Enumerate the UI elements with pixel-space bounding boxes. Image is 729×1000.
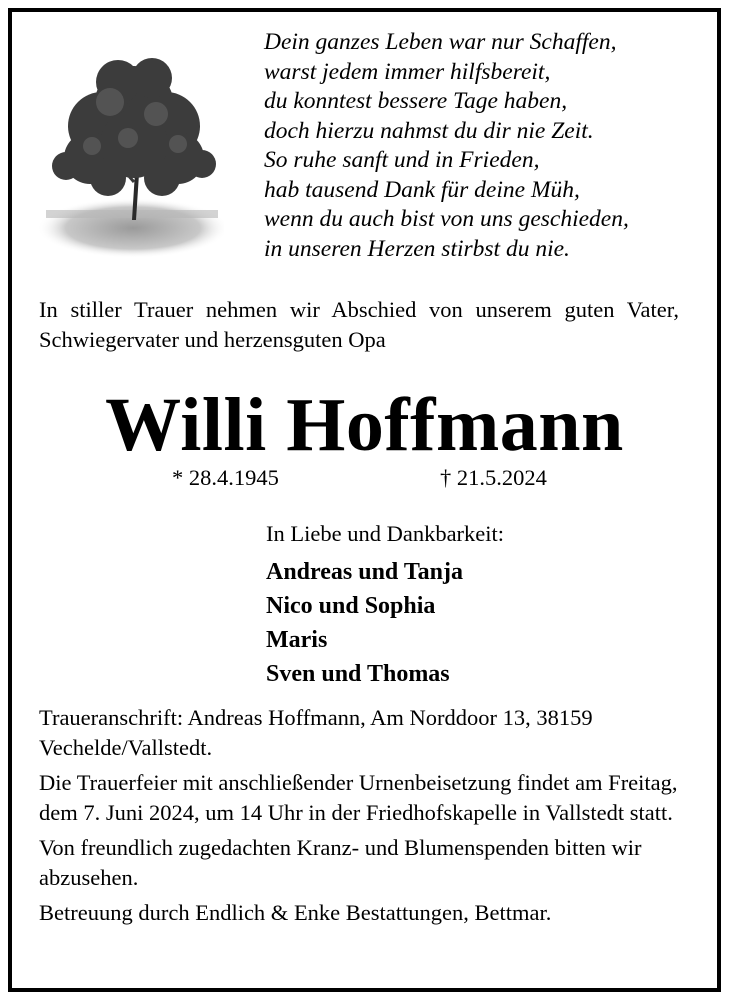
poem-line: warst jedem immer hilfsbereit, <box>264 58 551 85</box>
obituary-frame <box>8 8 721 992</box>
flowers-note: Von freundlich zugedachten Kranz- und Blumenspenden bitten wir abzusehen. <box>39 835 642 890</box>
service-details: Die Trauerfeier mit anschließender Urnenbeisetzung findet am Freitag, dem 7. Juni 2024, um 14 Uhr in der Friedhofskapelle in Vallstedt statt. <box>39 770 678 825</box>
intro-text: In stiller Trauer nehmen wir Abschied von unserem guten Vater, Schwiegervater und herzensguten Opa <box>39 297 679 352</box>
poem-line: doch hierzu nahmst du dir nie Zeit. <box>264 117 594 144</box>
poem-line: Dein ganzes Leben war nur Schaffen, <box>264 29 617 55</box>
funeral-home: Betreuung durch Endlich & Enke Bestattungen, Bettmar. <box>39 900 552 925</box>
poem-line: wenn du auch bist von uns geschieden, <box>264 206 629 232</box>
death-date: † 21.5.2024 <box>440 465 547 490</box>
family-member: Andreas und Tanja <box>266 559 463 585</box>
family-member: Nico und Sophia <box>266 593 436 619</box>
poem-line: in unseren Herzen stirbst du nie. <box>264 235 570 262</box>
love-line: In Liebe und Dankbarkeit: <box>266 521 505 546</box>
poem-line: du konntest bessere Tage haben, <box>264 88 568 114</box>
tree-icon <box>38 42 224 264</box>
family-member: Sven und Thomas <box>266 661 450 687</box>
poem-line: hab tausend Dank für deine Müh, <box>264 176 580 203</box>
info-block <box>39 703 679 933</box>
poem <box>264 28 629 264</box>
family-list <box>266 555 463 691</box>
poem-line: So ruhe sanft und in Frieden, <box>264 147 540 173</box>
deceased-name: Willi Hoffmann <box>105 383 624 467</box>
mourning-address: Traueranschrift: Andreas Hoffmann, Am Norddoor 13, 38159 Vechelde/Vallstedt. <box>39 705 593 760</box>
family-member: Maris <box>266 627 328 653</box>
birth-date: * 28.4.1945 <box>172 465 279 490</box>
